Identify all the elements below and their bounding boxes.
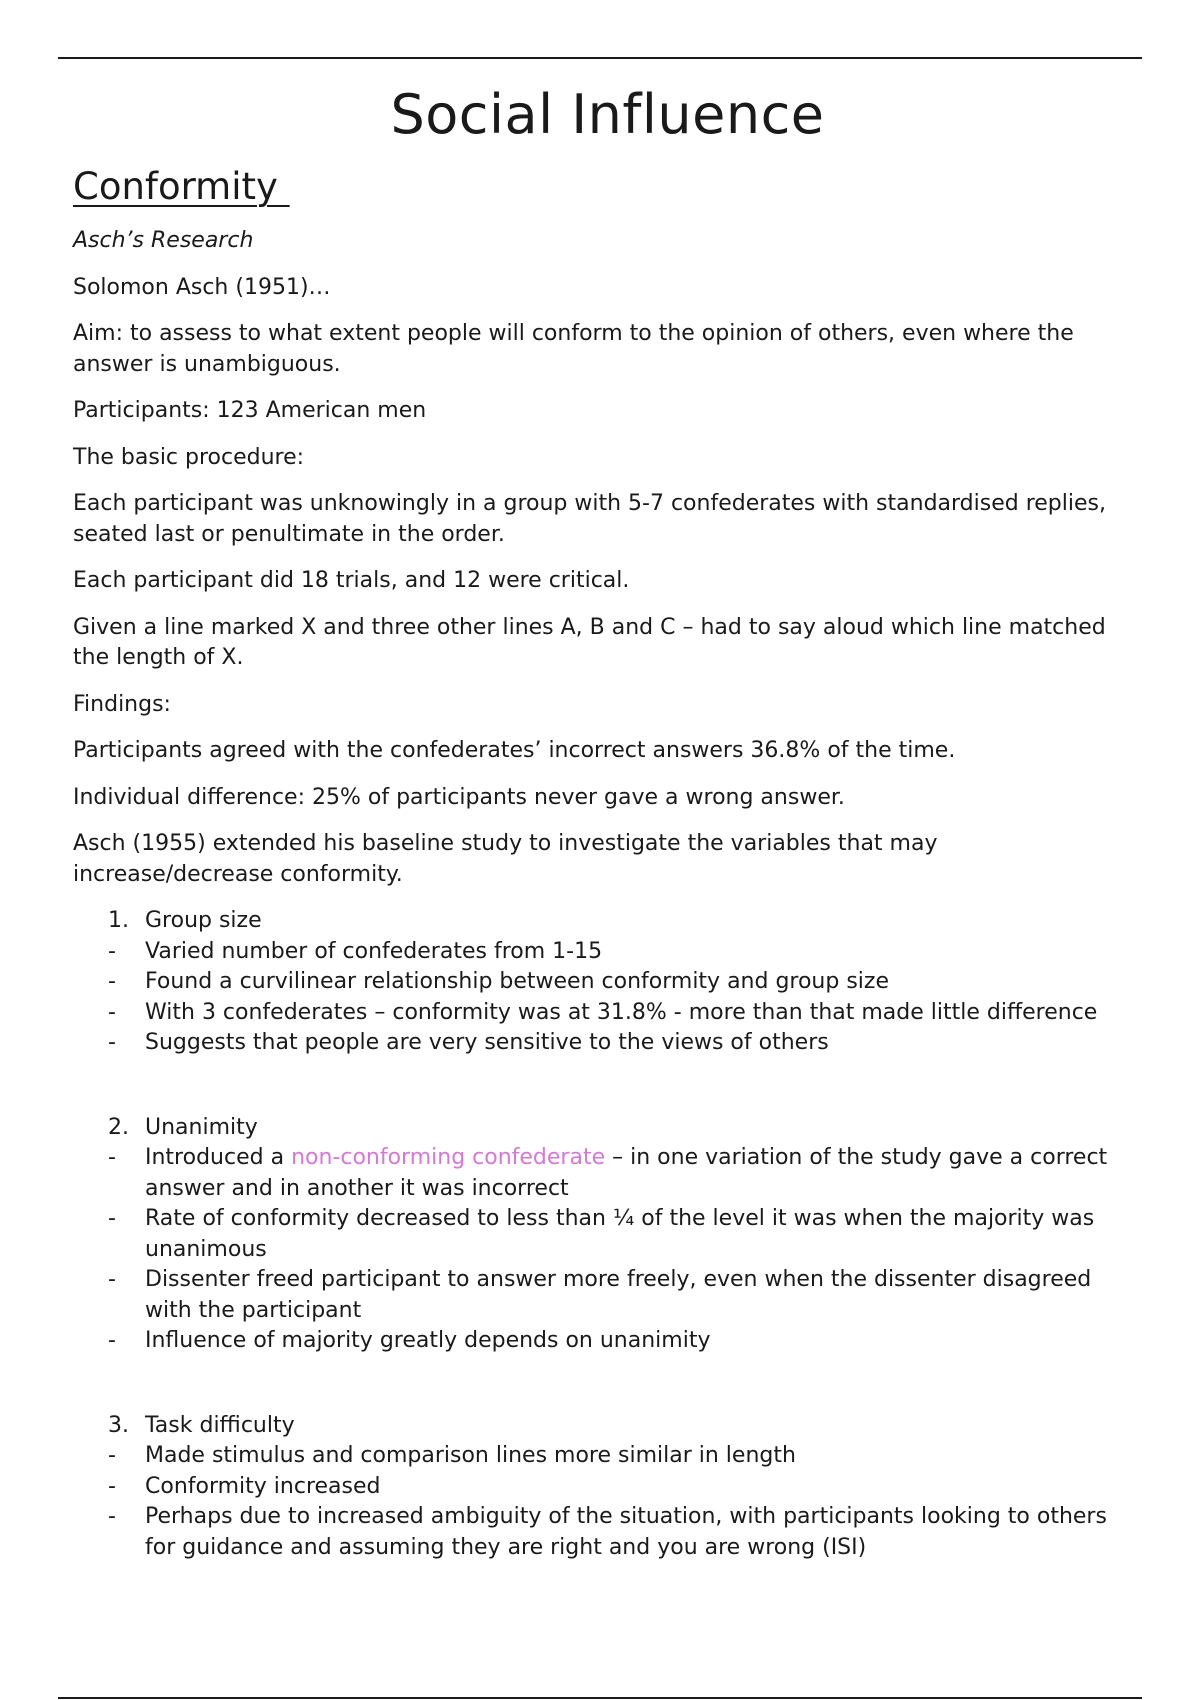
bottom-rule	[58, 1697, 1142, 1699]
bullet-marker: -	[108, 1267, 116, 1292]
bullet-list	[73, 1441, 1142, 1563]
variable-title: Task difficulty	[145, 1412, 295, 1438]
variable-number: 1.	[108, 908, 129, 933]
bullet-marker: -	[108, 1030, 116, 1055]
paragraph-extension: Asch (1955) extended his baseline study to investigate the variables that may increase/decrease conformity.	[73, 831, 938, 887]
bullet-marker: -	[108, 1473, 116, 1499]
variable-task-difficulty	[73, 1411, 1142, 1564]
list-item: - Perhaps due to increased ambiguity of the situation, with participants looking to others for guidance and assuming they are right and you are wrong (ISI)	[108, 1502, 1142, 1563]
paragraph-procedure-trials: Each participant did 18 trials, and 12 were critical.	[73, 568, 630, 593]
paragraph-aim: Aim: to assess to what extent people will conform to the opinion of others, even where the answer is unambiguous.	[73, 321, 1074, 377]
bullet-marker: -	[108, 1504, 116, 1529]
section-heading: Conformity	[73, 165, 290, 208]
highlighted-term: non-conforming confederate	[291, 1145, 606, 1170]
subheading: Asch’s Research	[73, 228, 254, 253]
page-title: Social Influence	[390, 83, 825, 146]
paragraph-author: Solomon Asch (1951)…	[73, 274, 331, 300]
paragraph-procedure-heading: The basic procedure:	[73, 444, 305, 470]
paragraph-findings-agreement: Participants agreed with the confederates’ incorrect answers 36.8% of the time.	[73, 738, 956, 763]
bullet-list	[73, 937, 1142, 1059]
list-item: - Made stimulus and comparison lines more similar in length	[108, 1441, 1142, 1472]
variable-title: Unanimity	[145, 1114, 258, 1140]
bullet-marker: -	[108, 1145, 116, 1170]
variable-unanimity	[73, 1113, 1142, 1357]
top-rule	[58, 57, 1142, 59]
paragraph-procedure-lines: Given a line marked X and three other lines A, B and C – had to say aloud which line matched the length of X.	[73, 614, 1106, 670]
list-item: - Suggests that people are very sensitive to the views of others	[108, 1028, 1142, 1059]
bullet-marker: -	[108, 938, 116, 964]
list-item: - Found a curvilinear relationship between conformity and group size	[108, 967, 1142, 998]
paragraph-participants: Participants: 123 American men	[73, 398, 427, 423]
list-item: - Rate of conformity decreased to less than ¼ of the level it was when the majority was unanimous	[108, 1204, 1142, 1265]
paragraph-findings-heading: Findings:	[73, 691, 171, 717]
paragraph-individual-difference: Individual difference: 25% of participants never gave a wrong answer.	[73, 784, 845, 810]
bullet-marker: -	[108, 1206, 116, 1231]
variable-title: Group size	[145, 908, 262, 933]
list-item: - Varied number of confederates from 1-15	[108, 937, 1142, 968]
variable-number: 2.	[108, 1114, 129, 1140]
list-item: - With 3 confederates – conformity was at 31.8% - more than that made little difference	[108, 998, 1142, 1029]
list-item: - Dissenter freed participant to answer more freely, even when the dissenter disagreed with the participant	[108, 1265, 1142, 1326]
bullet-marker: -	[108, 969, 116, 994]
bullet-marker: -	[108, 1443, 116, 1468]
variable-number: 3.	[108, 1412, 129, 1438]
bullet-marker: -	[108, 1328, 116, 1353]
paragraph-procedure-group: Each participant was unknowingly in a group with 5-7 confederates with standardised replies, seated last or penultimate in the order.	[73, 491, 1106, 547]
bullet-marker: -	[108, 999, 116, 1025]
document-page	[73, 60, 1142, 1563]
list-item: - Introduced a non-conforming confederate – in one variation of the study gave a correct answer and in another it was incorrect	[108, 1143, 1142, 1204]
list-item: - Influence of majority greatly depends on unanimity	[108, 1326, 1142, 1357]
variable-group-size	[73, 906, 1142, 1059]
bullet-list	[73, 1143, 1142, 1357]
list-item: - Conformity increased	[108, 1472, 1142, 1503]
